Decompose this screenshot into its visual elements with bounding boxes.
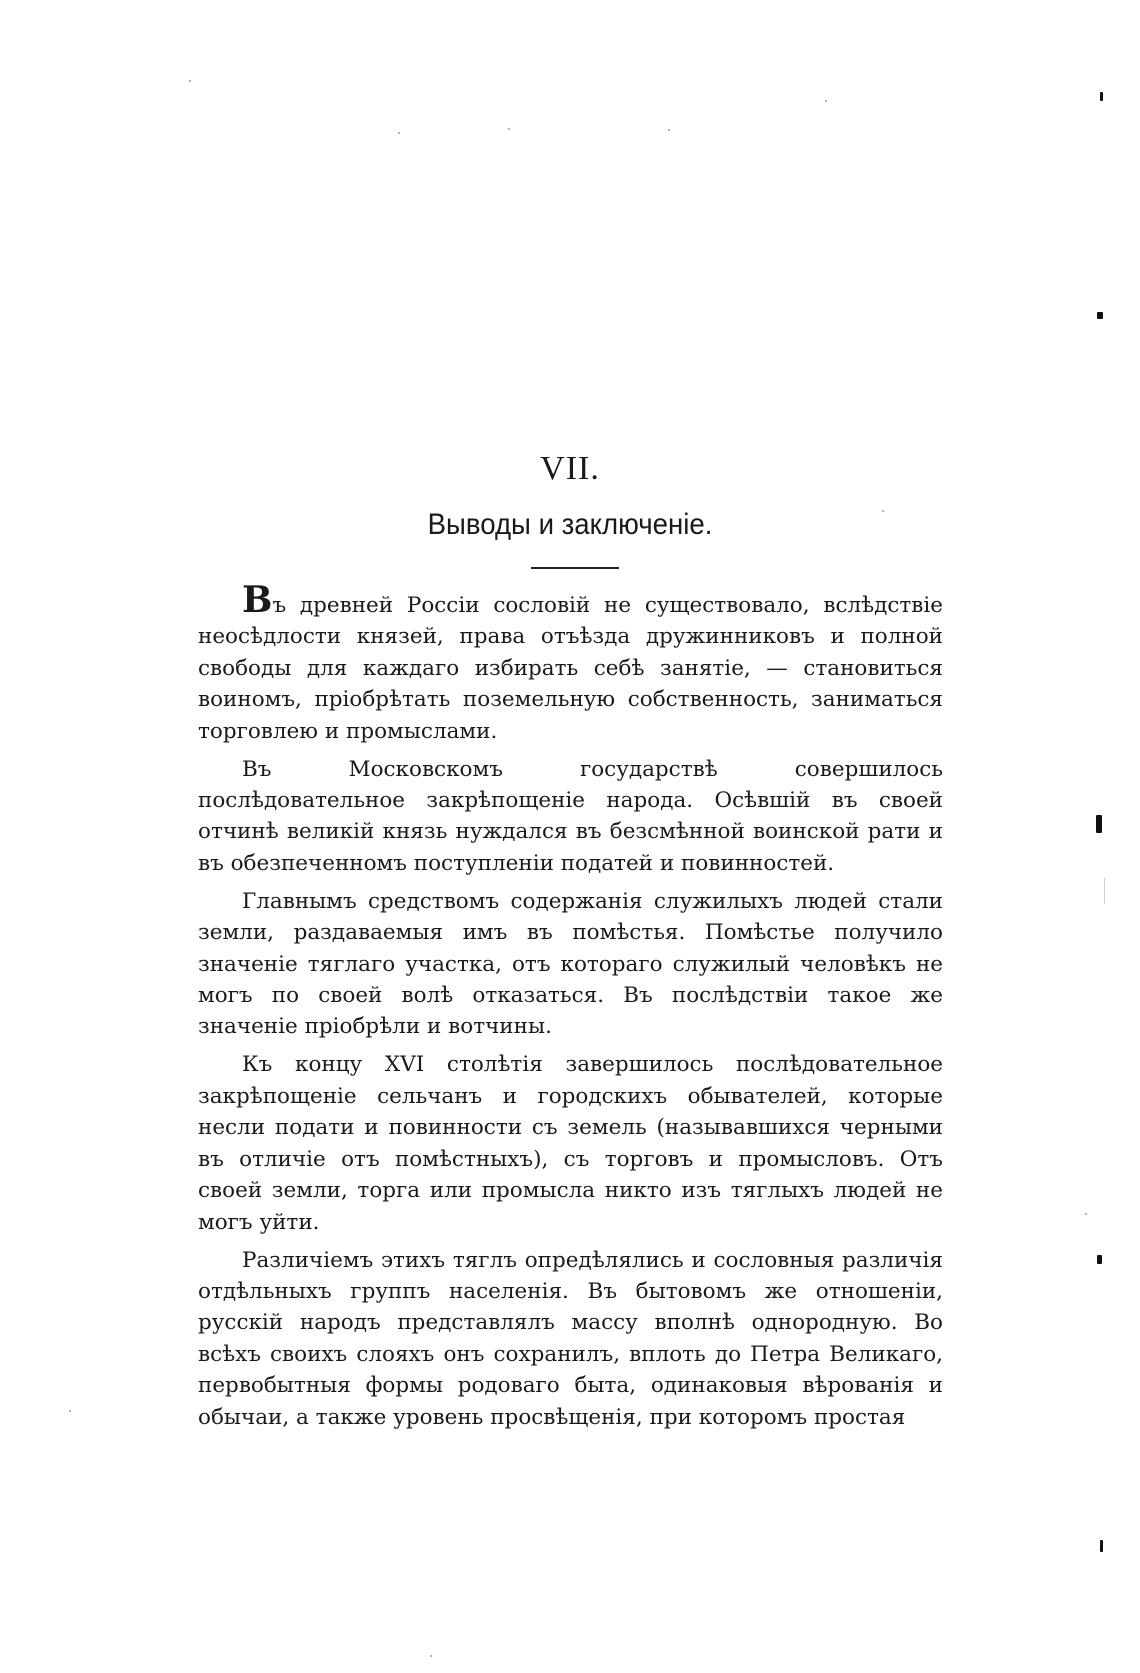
paragraph: Къ концу XVI столѣтія завершилось послѣдовательное закрѣпощеніе сельчанъ и городскихъ обывателей, которые несли подати и повинности съ земель (называвшихся черными въ отличіе отъ помѣстныхъ), съ торговъ и промысловъ. Отъ своей земли, торга или промысла никто изъ тяглыхъ людей не могъ уйти. (198, 1052, 943, 1235)
title-divider (531, 567, 619, 569)
paragraph (198, 579, 943, 747)
scan-mark (1097, 312, 1103, 319)
scan-speck (668, 129, 670, 131)
scan-speck (189, 80, 191, 82)
scan-mark (1100, 1540, 1103, 1552)
scan-speck (825, 100, 827, 102)
scan-speck (882, 510, 884, 512)
body-text (198, 579, 943, 1440)
scan-speck (1085, 1213, 1087, 1215)
scan-mark (1097, 1255, 1102, 1264)
scan-speck (69, 1410, 71, 1412)
scan-speck (430, 1655, 432, 1657)
chapter-number: VII. (540, 450, 600, 487)
scan-speck (398, 132, 400, 134)
scan-mark (1100, 92, 1103, 101)
paragraph: Въ Московскомъ государствѣ совершилось послѣдовательное закрѣпощеніе народа. Осѣвшій въ своей отчинѣ великій князь нуждался въ безсмѣнной воинской рати и въ обезпеченномъ поступленіи податей и повинностей. (198, 756, 943, 876)
chapter-title: Выводы и заключеніе. (427, 508, 713, 541)
paragraph: Различіемъ этихъ тяглъ опредѣлялись и сословныя различія отдѣльныхъ группъ населенія. Въ бытовомъ же отношеніи, русскій народъ представлялъ массу вполнѣ однородную. Во всѣхъ своихъ слояхъ онъ сохранилъ, вплоть до Петра Великаго, первобытныя формы родоваго быта, одинаковыя вѣрованія и обычаи, а также уровень просвѣщенія, при которомъ простая (198, 1247, 943, 1430)
scan-mark (1096, 815, 1102, 833)
scan-line (1104, 878, 1105, 904)
drop-cap: В (242, 579, 273, 621)
paragraph: Главнымъ средствомъ содержанія служилыхъ людей стали земли, раздаваемыя имъ въ помѣстья. Помѣстье получило значеніе тяглаго участка, отъ котораго служилый человѣкъ не могъ по своей волѣ отказаться. Въ послѣдствіи такое же значеніе пріобрѣли и вотчины. (198, 888, 943, 1040)
scan-speck (508, 128, 510, 130)
paragraph-text: ъ древней Россіи сословій не существовало, вслѣдствіе неосѣдлости князей, права отъѣзда дружинниковъ и полной свободы для каждаго избирать себѣ занятіе, — становиться воиномъ, пріобрѣтать поземельную собственность, заниматься торговлею и промыслами. (198, 593, 943, 744)
